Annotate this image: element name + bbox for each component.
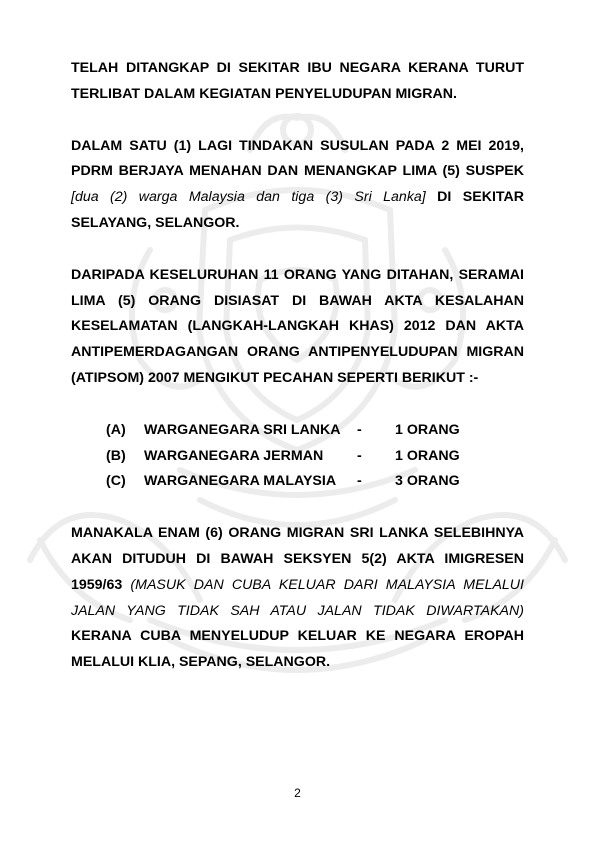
paragraph-text: DARIPADA KESELURUHAN 11 ORANG YANG DITAHAN, SERAMAI LIMA (5) ORANG DISIASAT DI BAWAH AKTA KESALAHAN KESELAMATAN (LANGKAH-LANGKAH KHAS) 2012 DAN AKTA ANTIPEMERDAGANGAN ORANG ANTIPENYELUDUPAN MIGRAN (ATIPSOM) 2007 MENGIKUT PECAHAN SEPERTI BERIKUT :- [71,266,524,386]
paragraph-italic-note: [dua (2) warga Malaysia dan tiga (3) Sri Lanka] [71,189,426,206]
list-item-letter: (B) [106,447,126,464]
paragraph-italic-note: (MASUK DAN CUBA KELUAR DARI MALAYSIA MELALUI JALAN YANG TIDAK SAH ATAU JALAN TIDAK DIWARTAKAN) [71,576,524,619]
paragraph-text: MANAKALA ENAM (6) ORANG MIGRAN SRI LANKA SELEBIHNYA AKAN DITUDUH DI BAWAH SEKSYEN 5(2) AKTA IMIGRESEN 1959/63 [71,525,524,593]
page-number: 2 [294,786,301,800]
document-body [71,56,524,702]
list-item-dash: - [357,473,362,490]
list-item-count: 3 ORANG [395,473,460,490]
paragraph-sri-lanka-charges [71,521,524,676]
list-item [71,444,524,470]
paragraph-follow-up-action [71,134,524,237]
paragraph-text: DALAM SATU (1) LAGI TINDAKAN SUSULAN PADA 2 MEI 2019, PDRM BERJAYA MENAHAN DAN MENANGKAP LIMA (5) SUSPEK [71,137,524,180]
list-item [71,469,524,495]
paragraph-text: KERANA CUBA MENYELUDUP KELUAR KE NEGARA EROPAH MELALUI KLIA, SEPANG, SELANGOR. [71,628,524,671]
list-item-letter: (C) [106,473,126,490]
paragraph-text: DI SEKITAR SELAYANG, SELANGOR. [71,189,524,231]
paragraph-arrest-capital [71,56,524,108]
list-item-letter: (A) [106,421,126,438]
paragraph-text: TELAH DITANGKAP DI SEKITAR IBU NEGARA KERANA TURUT TERLIBAT DALAM KEGIATAN PENYELUDUPAN MIGRAN. [71,60,524,102]
paragraph-detention-total [71,263,524,392]
nationality-breakdown-list [71,418,524,495]
list-item [71,418,524,444]
list-item-dash: - [357,447,362,464]
list-item-nationality: WARGANEGARA SRI LANKA [144,421,341,438]
list-item-dash: - [357,421,362,438]
list-item-nationality: WARGANEGARA JERMAN [144,447,324,464]
list-item-count: 1 ORANG [395,447,460,464]
list-item-count: 1 ORANG [395,421,460,438]
list-item-nationality: WARGANEGARA MALAYSIA [144,473,337,490]
